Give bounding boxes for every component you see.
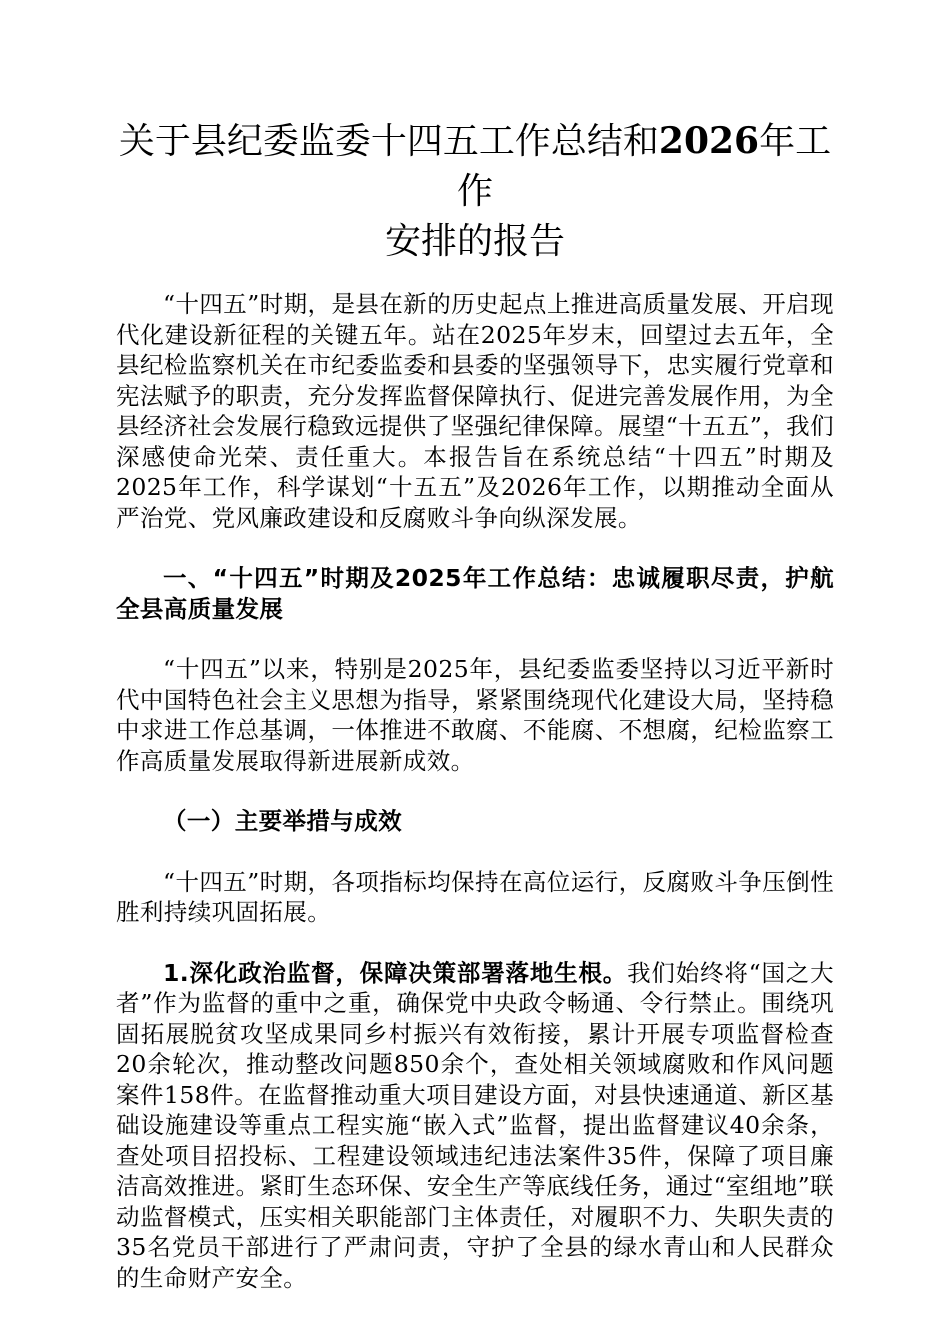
subsection1-heading: （一）主要举措与成效 <box>163 807 402 835</box>
document-title <box>116 116 834 267</box>
title-line1-post: 年工作 <box>456 121 832 212</box>
section1-heading: 一、“十四五”时期及2025年工作总结：忠诚履职尽责，护航全县高质量发展 <box>116 564 834 623</box>
document-page <box>116 116 834 1293</box>
subsection1-paragraph: “十四五”时期，各项指标均保持在高位运行，反腐败斗争压倒性胜利持续巩固拓展。 <box>116 867 834 926</box>
item1-lead: 1.深化政治监督，保障决策部署落地生根。 <box>163 958 628 987</box>
title-year: 2026 <box>658 120 760 162</box>
section1-paragraph: “十四五”以来，特别是2025年，县纪委监委坚持以习近平新时代中国特色社会主义思想为指导，紧紧围绕现代化建设大局，坚持稳中求进工作总基调，一体推进不敢腐、不能腐、不想腐，纪检监察工作高质量发展取得新进展新成效。 <box>116 655 834 775</box>
intro-paragraph: “十四五”时期，是县在新的历史起点上推进高质量发展、开启现代化建设新征程的关键五年。站在2025年岁末，回望过去五年，全县纪检监察机关在市纪委监委和县委的坚强领导下，忠实履行党章和宪法赋予的职责，充分发挥监督保障执行、促进完善发展作用，为全县经济社会发展行稳致远提供了坚强纪律保障。展望“十五五”，我们深感使命光荣、责任重大。本报告旨在系统总结“十四五”时期及2025年工作，科学谋划“十五五”及2026年工作，以期推动全面从严治党、党风廉政建设和反腐败斗争向纵深发展。 <box>116 290 834 532</box>
item1-body: 我们始终将“国之大者”作为监督的重中之重，确保党中央政令畅通、令行禁止。围绕巩固拓展脱贫攻坚成果同乡村振兴有效衔接，累计开展专项监督检查20余轮次，推动整改问题850余个，查处相关领域腐败和作风问题案件158件。在监督推动重大项目建设方面，对县快速通道、新区基础设施建设等重点工程实施“嵌入式”监督，提出监督建议40余条，查处项目招投标、工程建设领域违纪违法案件35件，保障了项目廉洁高效推进。紧盯生态环保、安全生产等底线任务，通过“室组地”联动监督模式，压实相关职能部门主体责任，对履职不力、失职失责的35名党员干部进行了严肃问责，守护了全县的绿水青山和人民群众的生命财产安全。 <box>116 958 834 1292</box>
title-line1-pre: 关于县纪委监委十四五工作总结和 <box>118 121 659 162</box>
item1-paragraph <box>116 958 834 1294</box>
title-line2: 安排的报告 <box>384 221 565 262</box>
